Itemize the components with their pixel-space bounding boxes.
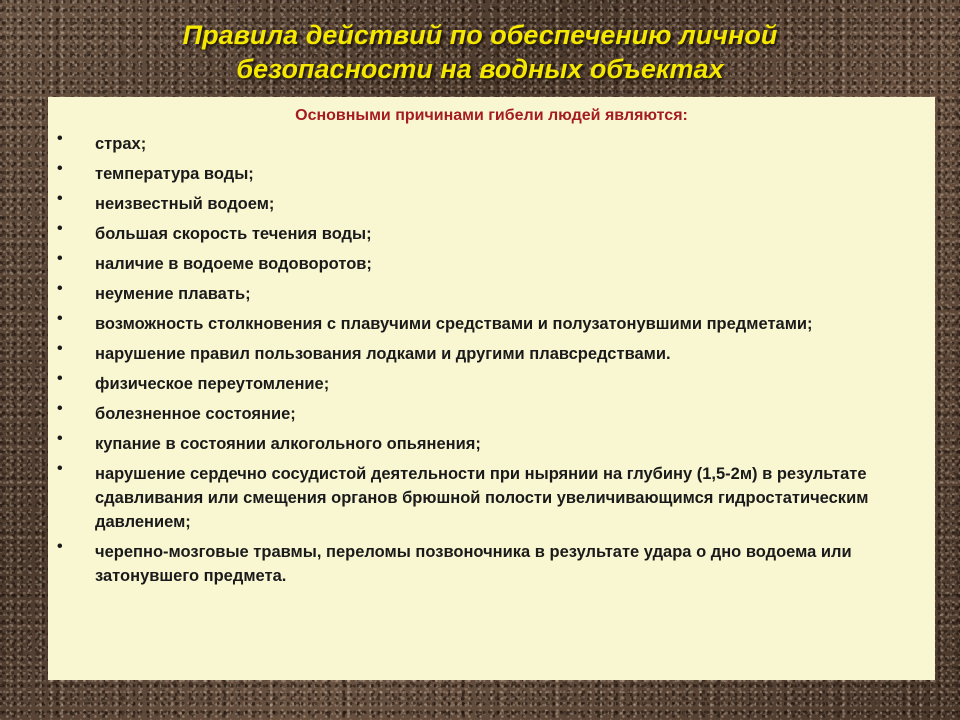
bullet-icon: •: [57, 310, 63, 327]
list-item-text: неизвестный водоем;: [95, 195, 275, 213]
content-panel: [48, 97, 935, 680]
bullet-icon: •: [57, 130, 63, 147]
list-item-text: физическое переутомление;: [95, 375, 330, 393]
list-item: [48, 540, 935, 588]
list-item-text: большая скорость течения воды;: [95, 225, 372, 243]
bullet-icon: •: [57, 220, 63, 237]
list-item: [48, 462, 935, 534]
list-item-text: страх;: [95, 135, 147, 153]
bullet-icon: •: [57, 250, 63, 267]
list-item-text: возможность столкновения с плавучими средствами и полузатонувшими предметами;: [95, 315, 813, 333]
bullet-icon: •: [57, 430, 63, 447]
bullet-icon: •: [57, 538, 63, 555]
list-item-text: черепно-мозговые травмы, переломы позвоночника в результате удара о дно водоема или затонувшего предмета.: [95, 543, 852, 585]
bullet-icon: •: [57, 340, 63, 357]
list-item: [48, 312, 935, 336]
list-item: [48, 132, 935, 156]
list-item: [48, 432, 935, 456]
list-item-text: температура воды;: [95, 165, 254, 183]
list-item: [48, 192, 935, 216]
list-item-text: болезненное состояние;: [95, 405, 296, 423]
list-item: [48, 342, 935, 366]
list-item: [48, 222, 935, 246]
list-item-text: наличие в водоеме водоворотов;: [95, 255, 372, 273]
bullet-icon: •: [57, 280, 63, 297]
list-item-text: нарушение сердечно сосудистой деятельности при нырянии на глубину (1,5-2м) в результате сдавливания или смещения органов брюшной полости увеличивающимся гидростатическим давлением;: [95, 465, 869, 531]
list-item: [48, 162, 935, 186]
list-item: [48, 252, 935, 276]
causes-heading: Основными причинами гибели людей являются:: [295, 107, 688, 124]
causes-list: [48, 132, 935, 594]
bullet-icon: •: [57, 190, 63, 207]
bullet-icon: •: [57, 160, 63, 177]
list-item: [48, 372, 935, 396]
list-item: [48, 282, 935, 306]
list-item: [48, 402, 935, 426]
slide-title-line-1: Правила действий по обеспечению личной: [182, 20, 778, 50]
bullet-icon: •: [57, 370, 63, 387]
list-item-text: неумение плавать;: [95, 285, 251, 303]
bullet-icon: •: [57, 400, 63, 417]
list-item-text: нарушение правил пользования лодками и другими плавсредствами.: [95, 345, 671, 363]
bullet-icon: •: [57, 460, 63, 477]
list-item-text: купание в состоянии алкогольного опьянения;: [95, 435, 481, 453]
slide-title: [40, 18, 920, 86]
slide-title-line-2: безопасности на водных объектах: [236, 54, 724, 84]
